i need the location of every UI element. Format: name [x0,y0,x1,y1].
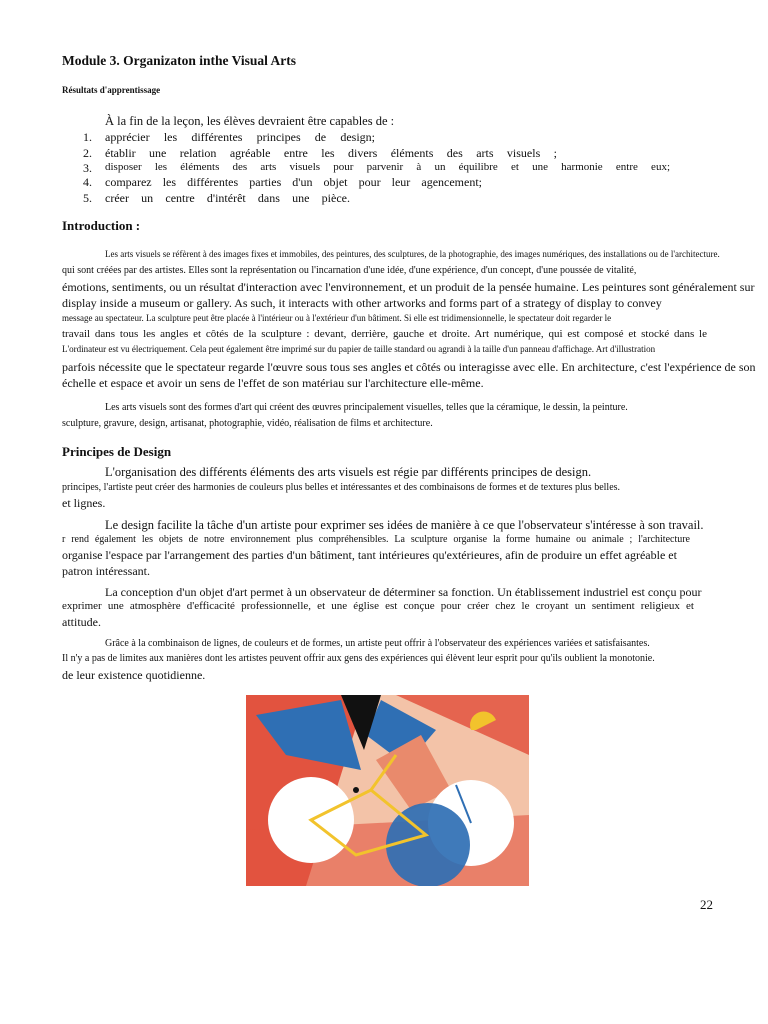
objective-number: 2. [83,146,92,160]
art-hub [353,787,359,793]
principles-line: Grâce à la combinaison de lignes, de couleurs et de formes, un artiste peut offrir à l'observateur des expériences variées et satisfaisantes. [105,638,650,649]
principles-line: L'organisation des différents éléments des arts visuels est régie par différents principes de design. [105,465,592,479]
objective-number: 5. [83,191,92,205]
objective-item [83,175,673,190]
principles-line: Il n'y a pas de limites aux manières dont les artistes peuvent offrir aux gens des expériences qui élèvent leur esprit pour qu'ils oublient la monotonie. [62,653,655,664]
principles-line: Le design facilite la tâche d'un artiste pour exprimer ses idées de manière à ce que l'observateur s'intéresse à son travail. [105,518,704,532]
objective-number: 4. [83,175,92,189]
visual-arts-line: sculpture, gravure, design, artisanat, photographie, vidéo, réalisation de films et architecture. [62,418,433,429]
objective-item [83,146,673,161]
page-number: 22 [700,897,713,912]
objective-text: disposer les éléments des arts visuels pour parvenir à un équilibre et une harmonie entre eux; [105,161,670,173]
introduction-line: qui sont créées par des artistes. Elles sont la représentation ou l'incarnation d'une idée, d'une expérience, d'un concept, d'une poussée de vitalité, [62,265,637,276]
introduction-line: L'ordinateur est vu électriquement. Cela peut également être imprimé sur du papier de taille standard ou agrandi à la taille d'un panneau d'affichage. Art d'illustration [62,344,656,354]
introduction-line: message au spectateur. La sculpture peut être placée à l'intérieur ou à l'extérieur d'un bâtiment. Si elle est tridimensionnelle, le spectateur doit regarder le [62,313,612,323]
learning-outcomes-heading: Résultats d'apprentissage [62,85,161,95]
introduction-line: parfois nécessite que le spectateur regarde l'œuvre sous tous ses angles et côtés ou interagisse avec elle. En architecture, c'est l'expérience de son [62,360,756,374]
objective-item [83,130,673,145]
principles-heading: Principes de Design [62,444,172,459]
principles-line: patron intéressant. [62,564,150,578]
principles-line: r rend également les objets de notre environnement plus compréhensibles. La sculpture organise la forme humaine ou animale ; l'architecture [62,534,690,545]
principles-line: et lignes. [62,496,106,510]
introduction-line: émotions, sentiments, ou un résultat d'interaction avec l'environnement, et un produit de la pensée humaine. Les peintures sont généralement sur [62,280,755,294]
introduction-line: travail dans tous les angles et côtés de la sculpture : devant, derrière, gauche et droite. Art numérique, qui est composé et stocké dans le [62,328,707,340]
introduction-line: échelle et espace et avoir un sens de l'effet de son matériau sur l'architecture elle-même. [62,376,484,390]
cubist-cyclist-illustration [246,695,529,886]
objective-number: 1. [83,130,92,144]
objective-text: apprécier les différentes principes de design; [105,130,375,144]
principles-line: La conception d'un objet d'art permet à un observateur de déterminer sa fonction. Un établissement industriel est conçu pour [105,585,702,599]
introduction-line: display inside a museum or gallery. As such, it interacts with other artworks and forms part of a strategy of display to convey [62,296,662,310]
introduction-heading: Introduction : [62,218,141,233]
principles-line: de leur existence quotidienne. [62,668,206,682]
objective-item [83,161,673,176]
visual-arts-line: Les arts visuels sont des formes d'art qui créent des œuvres principalement visuelles, telles que la céramique, le dessin, la peinture. [105,402,628,413]
introduction-line: Les arts visuels se réfèrent à des images fixes et immobiles, des peintures, des sculptures, de la photographie, des images numériques, des installations ou de l'architecture. [105,249,720,259]
principles-line: organise l'espace par l'arrangement des parties d'un bâtiment, tant intérieures qu'extérieures, afin de produire un effet agréable et [62,548,677,562]
objective-text: créer un centre d'intérêt dans une pièce. [105,191,350,205]
principles-line: principes, l'artiste peut créer des harmonies de couleurs plus belles et intéressantes et des combinaisons de formes et de textures plus belles. [62,482,621,493]
objective-text: établir une relation agréable entre les divers éléments des arts visuels ; [105,146,557,160]
principles-line: exprimer une atmosphère d'efficacité professionnelle, et une église est conçue pour créer chez le croyant un sentiment religieux et [62,600,694,612]
outcomes-intro: À la fin de la leçon, les élèves devraient être capables de : [105,114,395,128]
module-title: Module 3. Organizaton inthe Visual Arts [62,53,297,68]
objective-item [83,191,673,206]
objective-number: 3. [83,161,92,175]
principles-line: attitude. [62,615,101,629]
art-blue-disc [386,803,470,886]
objective-text: comparez les différentes parties d'un objet pour leur agencement; [105,175,482,189]
